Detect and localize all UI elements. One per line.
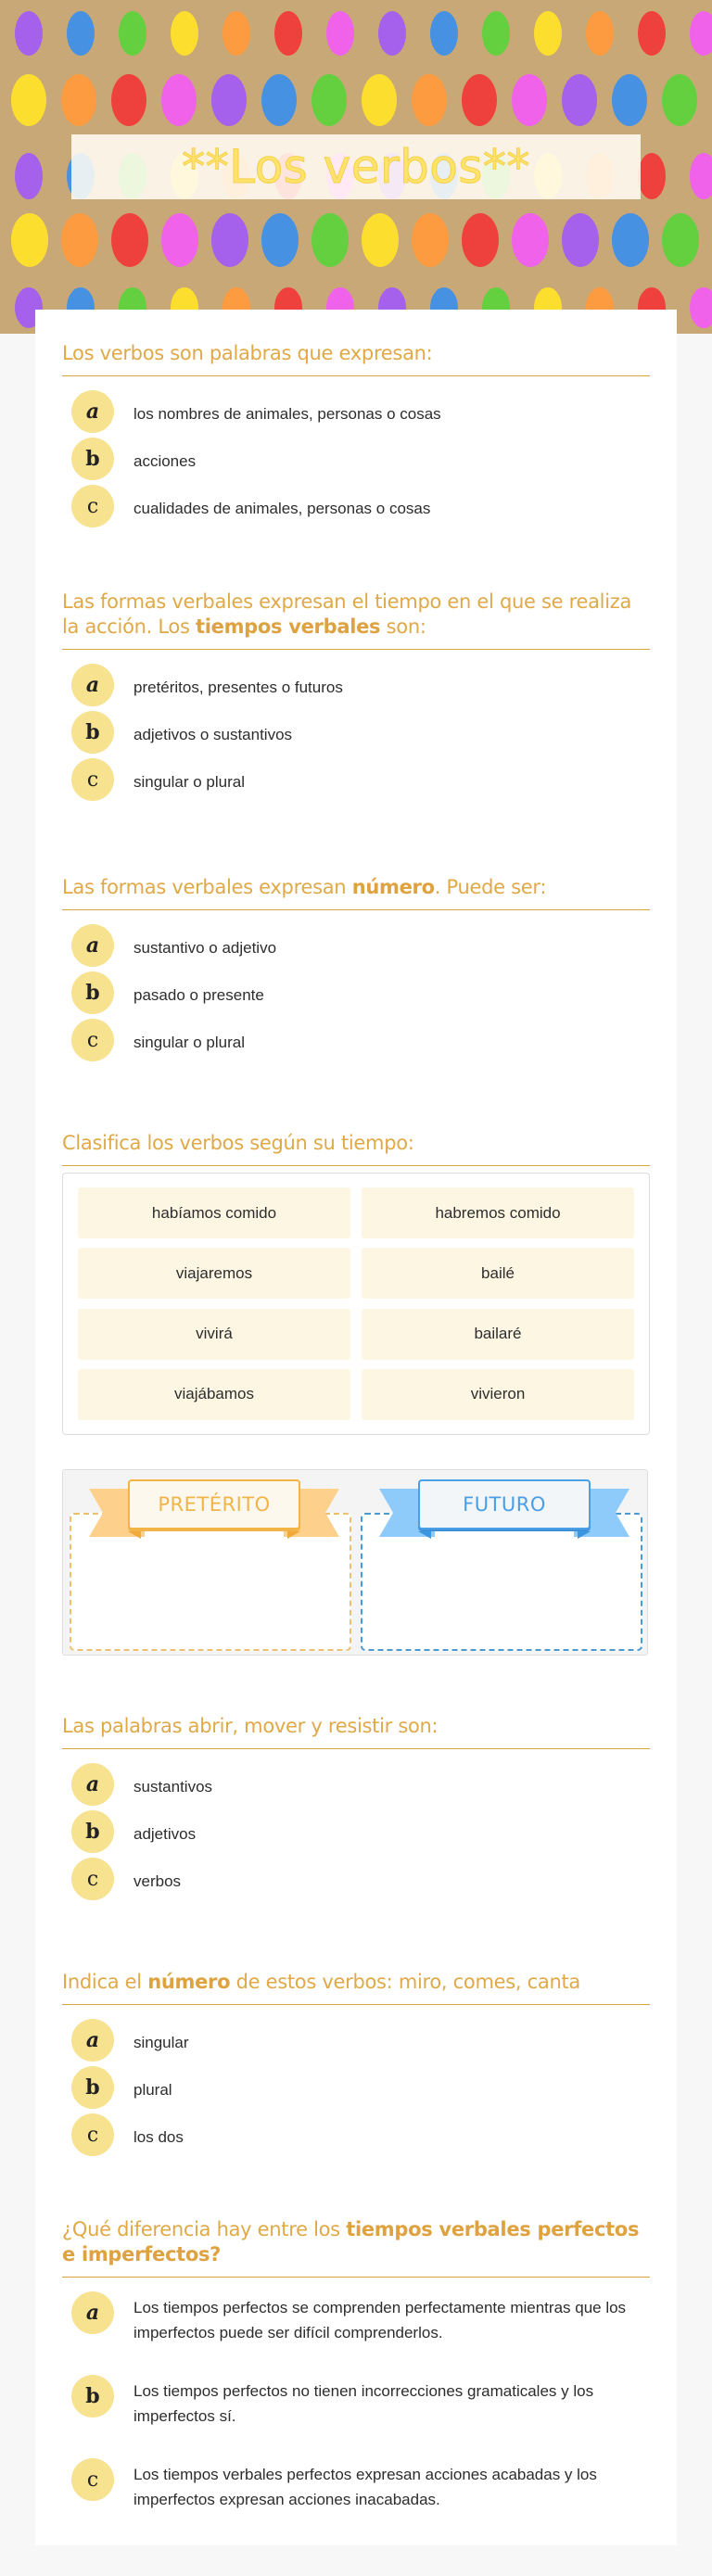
- option-c[interactable]: [62, 1019, 650, 1065]
- decorative-dot-icon: [222, 11, 250, 56]
- decorative-dot-icon: [412, 74, 447, 126]
- ribbon-preterito: [89, 1479, 339, 1544]
- decorative-dot-icon: [430, 11, 458, 56]
- option-letter-badge: a: [71, 924, 114, 967]
- options-list: [62, 390, 650, 531]
- option-letter-badge: a: [71, 2291, 114, 2334]
- question-heading: [62, 875, 650, 910]
- option-text: sustantivos: [134, 1778, 213, 1796]
- decorative-dot-icon: [562, 74, 597, 126]
- decorative-dot-icon: [261, 213, 299, 267]
- option-text: plural: [134, 2081, 172, 2099]
- option-letter-badge: b: [71, 2375, 114, 2417]
- option-letter-badge: b: [71, 711, 114, 754]
- draggable-verb-tile[interactable]: bailé: [362, 1248, 634, 1299]
- option-letter-badge: c: [71, 1019, 114, 1061]
- option-letter-badge: c: [71, 485, 114, 527]
- option-letter-badge: a: [71, 664, 114, 706]
- option-text: cualidades de animales, personas o cosas: [134, 500, 431, 517]
- decorative-dot-icon: [534, 11, 562, 56]
- question-heading: [62, 2217, 650, 2278]
- decorative-dot-icon: [119, 11, 146, 56]
- option-letter-badge: c: [71, 758, 114, 801]
- decorative-dot-icon: [161, 74, 197, 126]
- decorative-dot-icon: [171, 11, 198, 56]
- option-c[interactable]: [62, 2458, 650, 2527]
- decorative-dot-icon: [690, 153, 712, 199]
- question-2: [62, 590, 650, 806]
- option-a[interactable]: [62, 924, 650, 971]
- option-a[interactable]: [62, 1763, 650, 1809]
- decorative-dot-icon: [211, 213, 248, 267]
- decorative-dot-icon: [586, 11, 614, 56]
- options-list: [62, 924, 650, 1065]
- option-text: pasado o presente: [134, 986, 264, 1004]
- heading-text: Las formas verbales expresan el tiempo en el que se realiza la acción. Los: [62, 590, 632, 638]
- decorative-dot-icon: [462, 74, 497, 126]
- option-letter-badge: c: [71, 2458, 114, 2501]
- decorative-dot-icon: [261, 74, 297, 126]
- option-letter-badge: b: [71, 438, 114, 480]
- option-text: adjetivos: [134, 1825, 197, 1843]
- decorative-dot-icon: [612, 213, 649, 267]
- decorative-dot-icon: [638, 153, 666, 199]
- category-label-futuro: FUTURO: [418, 1479, 591, 1529]
- decorative-dot-icon: [362, 74, 397, 126]
- option-text: singular: [134, 2034, 189, 2051]
- heading-emphasis: tiempos verbales perfectos e imperfectos?: [62, 2218, 640, 2265]
- option-b[interactable]: [62, 971, 650, 1018]
- draggable-verb-tile[interactable]: vivirá: [78, 1309, 350, 1360]
- decorative-dot-icon: [11, 74, 46, 126]
- option-a[interactable]: [62, 2019, 650, 2065]
- decorative-dot-icon: [312, 213, 349, 267]
- option-b[interactable]: [62, 2375, 650, 2443]
- decorative-dot-icon: [111, 74, 146, 126]
- decorative-dot-icon: [638, 11, 666, 56]
- decorative-dot-icon: [61, 74, 96, 126]
- option-text: Los tiempos perfectos se comprenden perfectamente mientras que los imperfectos puede ser difícil comprenderlos.: [134, 2299, 627, 2341]
- title-banner: [71, 134, 641, 199]
- option-c[interactable]: [62, 758, 650, 805]
- decorative-dot-icon: [362, 213, 399, 267]
- question-5: [62, 1714, 650, 1905]
- option-text: los nombres de animales, personas o cosas: [134, 405, 441, 423]
- draggable-verbs-grid: [62, 1173, 650, 1435]
- option-text: Los tiempos perfectos no tienen incorrecciones gramaticales y los imperfectos sí.: [134, 2382, 594, 2425]
- decorative-dot-icon: [482, 11, 510, 56]
- option-letter-badge: a: [71, 390, 114, 433]
- heading-text: ¿Qué diferencia hay entre los: [62, 2218, 347, 2240]
- option-text: adjetivos o sustantivos: [134, 726, 293, 743]
- decorative-dot-icon: [11, 213, 48, 267]
- option-text: sustantivo o adjetivo: [134, 939, 277, 957]
- heading-emphasis: número: [351, 876, 435, 898]
- draggable-verb-tile[interactable]: habremos comido: [362, 1187, 634, 1238]
- option-text: verbos: [134, 1872, 182, 1890]
- options-list: [62, 2291, 650, 2527]
- draggable-verb-tile[interactable]: viajaremos: [78, 1248, 350, 1299]
- category-label-preterito: PRETÉRITO: [128, 1479, 300, 1529]
- question-1: [62, 341, 650, 532]
- decorative-dot-icon: [662, 213, 699, 267]
- option-a[interactable]: [62, 664, 650, 710]
- decorative-dot-icon: [690, 11, 712, 56]
- option-letter-badge: c: [71, 1858, 114, 1900]
- option-text: pretéritos, presentes o futuros: [134, 679, 343, 696]
- options-list: [62, 2019, 650, 2160]
- question-heading: [62, 590, 650, 650]
- option-b[interactable]: [62, 1810, 650, 1857]
- option-letter-badge: b: [71, 971, 114, 1014]
- option-text: acciones: [134, 452, 197, 470]
- question-4: [62, 1131, 650, 1166]
- decorative-dot-icon: [326, 11, 354, 56]
- option-letter-badge: c: [71, 2113, 114, 2156]
- option-text: Los tiempos verbales perfectos expresan acciones acabadas y los imperfectos expresan acciones inacabadas.: [134, 2466, 597, 2508]
- decorative-dot-icon: [15, 153, 43, 199]
- decorative-dot-icon: [690, 287, 712, 328]
- header-banner-image: [0, 0, 712, 334]
- question-heading: [62, 1970, 650, 2005]
- heading-text: Las formas verbales expresan: [62, 876, 352, 898]
- options-list: [62, 1763, 650, 1904]
- option-text: los dos: [134, 2128, 184, 2146]
- page-title: **Los verbos**: [182, 140, 530, 194]
- draggable-verb-tile[interactable]: vivieron: [362, 1369, 634, 1420]
- heading-emphasis: tiempos verbales: [195, 615, 381, 638]
- option-b[interactable]: [62, 2066, 650, 2113]
- options-list: [62, 664, 650, 805]
- quiz-card: [35, 310, 677, 2545]
- category-drop-panels: [62, 1469, 648, 1656]
- option-text: singular o plural: [134, 1034, 246, 1051]
- decorative-dot-icon: [462, 213, 499, 267]
- heading-emphasis: número: [147, 1971, 231, 1993]
- question-6: [62, 1970, 650, 2161]
- decorative-dot-icon: [312, 74, 347, 126]
- option-c[interactable]: [62, 2113, 650, 2160]
- decorative-dot-icon: [378, 11, 406, 56]
- option-b[interactable]: [62, 711, 650, 757]
- decorative-dot-icon: [662, 74, 697, 126]
- option-text: singular o plural: [134, 773, 246, 791]
- question-heading: Las palabras abrir, mover y resistir son:: [62, 1714, 650, 1749]
- heading-text: Indica el: [62, 1971, 148, 1993]
- decorative-dot-icon: [111, 213, 148, 267]
- decorative-dot-icon: [512, 213, 549, 267]
- option-a[interactable]: [62, 2291, 650, 2360]
- question-heading: Los verbos son palabras que expresan:: [62, 341, 650, 376]
- option-letter-badge: b: [71, 2066, 114, 2109]
- decorative-dot-icon: [15, 11, 43, 56]
- question-heading: Clasifica los verbos según su tiempo:: [62, 1131, 650, 1166]
- decorative-dot-icon: [161, 213, 198, 267]
- heading-text: de estos verbos: miro, comes, canta: [230, 1971, 580, 1993]
- option-c[interactable]: [62, 485, 650, 531]
- option-letter-badge: a: [71, 1763, 114, 1806]
- decorative-dot-icon: [274, 11, 302, 56]
- draggable-verb-tile[interactable]: viajábamos: [78, 1369, 350, 1420]
- draggable-verb-tile[interactable]: habíamos comido: [78, 1187, 350, 1238]
- option-b[interactable]: [62, 438, 650, 484]
- option-letter-badge: b: [71, 1810, 114, 1853]
- option-c[interactable]: [62, 1858, 650, 1904]
- decorative-dot-icon: [512, 74, 547, 126]
- heading-text: son:: [380, 615, 426, 638]
- ribbon-futuro: [379, 1479, 629, 1544]
- draggable-verb-tile[interactable]: bailaré: [362, 1309, 634, 1360]
- decorative-dot-icon: [412, 213, 449, 267]
- decorative-dot-icon: [211, 74, 247, 126]
- option-a[interactable]: [62, 390, 650, 437]
- decorative-dot-icon: [67, 11, 95, 56]
- decorative-dot-icon: [562, 213, 599, 267]
- heading-text: . Puede ser:: [434, 876, 547, 898]
- decorative-dot-icon: [612, 74, 647, 126]
- question-3: [62, 875, 650, 1066]
- option-letter-badge: a: [71, 2019, 114, 2062]
- question-7: [62, 2217, 650, 2542]
- decorative-dot-icon: [61, 213, 98, 267]
